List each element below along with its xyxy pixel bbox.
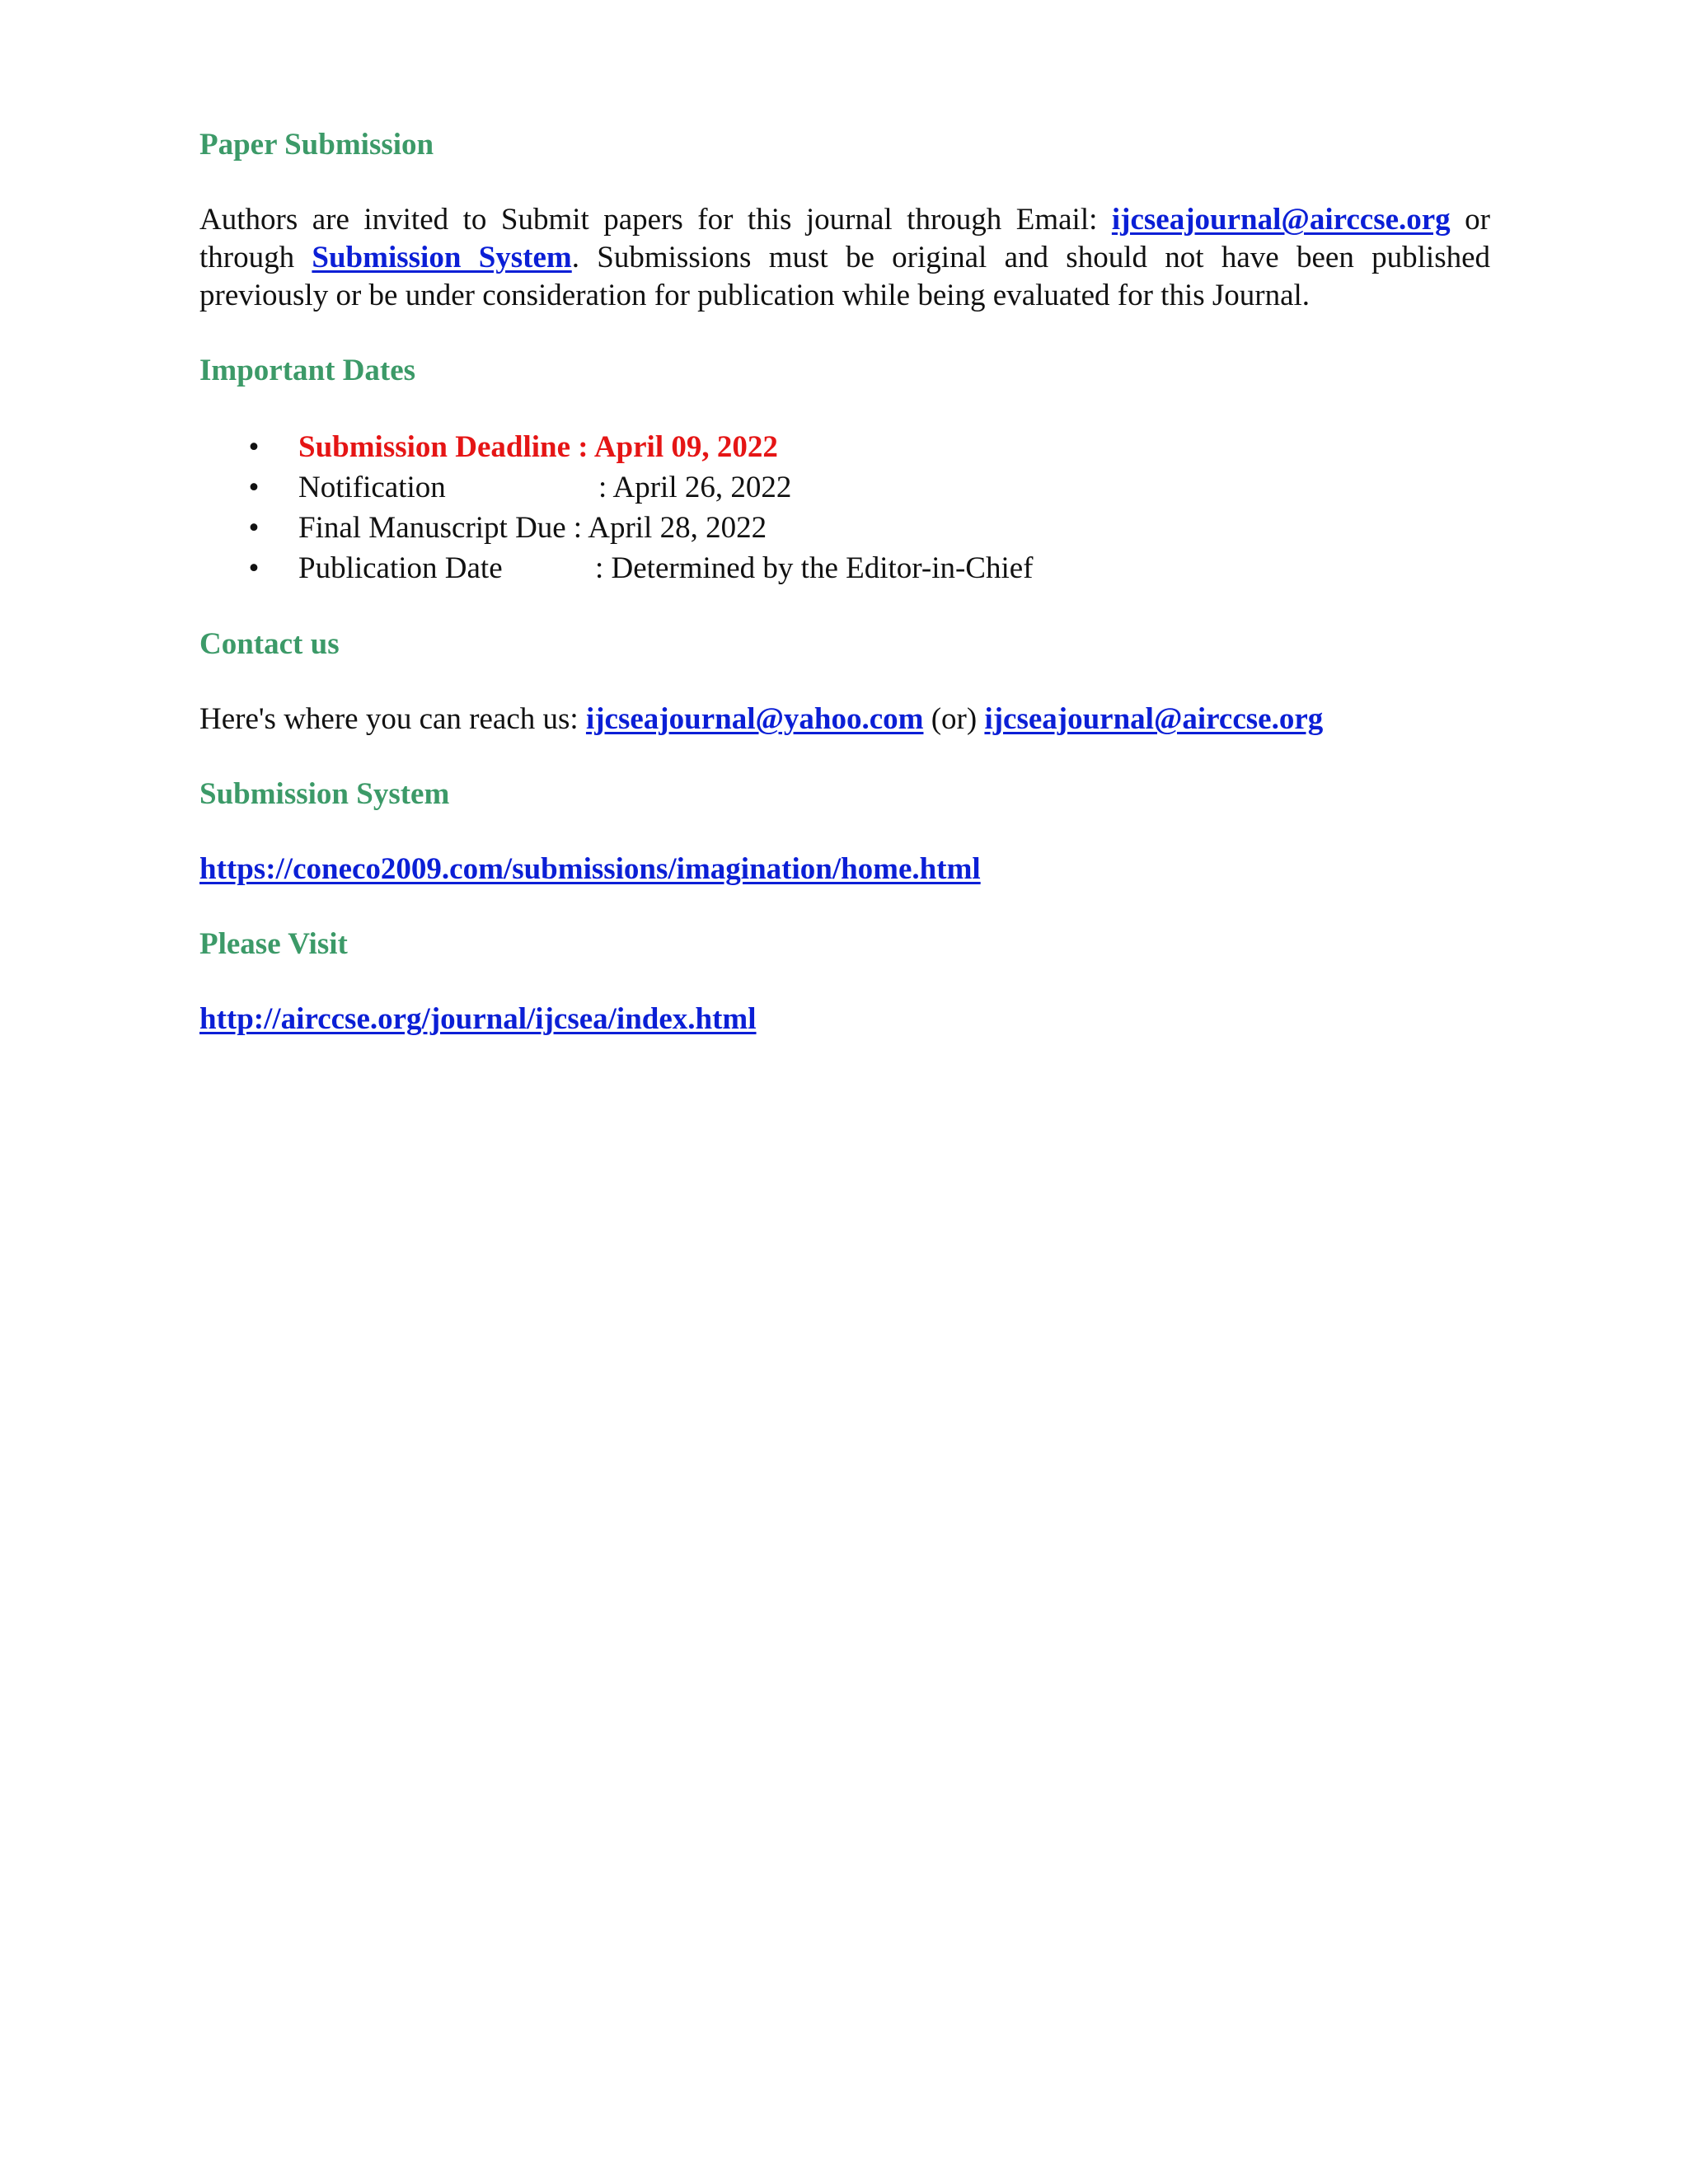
submission-system-link[interactable]: Submission System xyxy=(312,241,572,274)
submission-system-heading: Submission System xyxy=(199,777,450,811)
paper-submission-heading: Paper Submission xyxy=(199,128,434,162)
contact-email-airccse-link[interactable]: ijcseajournal@airccse.org xyxy=(984,702,1324,736)
date-label: Submission Deadline xyxy=(298,430,571,464)
bullet-icon: • xyxy=(248,430,260,464)
contact-email-yahoo-link[interactable]: ijcseajournal@yahoo.com xyxy=(585,702,924,736)
contact-text: Here's where you can reach us: xyxy=(199,702,586,736)
document-page xyxy=(199,124,1490,1038)
date-separator: : xyxy=(595,551,612,585)
contact-heading: Contact us xyxy=(199,627,340,661)
date-separator: : xyxy=(570,430,594,464)
date-value: April 28, 2022 xyxy=(588,511,767,545)
date-label: Publication Date xyxy=(298,551,503,585)
important-dates-heading: Important Dates xyxy=(199,354,416,387)
bullet-icon: • xyxy=(248,511,260,545)
submission-text-intro: Authors are invited to Submit papers for this journal through Email: xyxy=(199,203,1112,237)
submission-system-url-link[interactable]: https://coneco2009.com/submissions/imagination/home.html xyxy=(199,852,981,886)
contact-paragraph xyxy=(199,701,1490,738)
date-item-final-manuscript xyxy=(199,508,1490,548)
date-value: April 26, 2022 xyxy=(612,471,792,504)
important-dates-list xyxy=(199,427,1490,588)
date-label: Final Manuscript Due xyxy=(298,511,566,545)
date-separator: : xyxy=(598,471,613,504)
bullet-icon: • xyxy=(248,551,260,585)
submission-email-link[interactable]: ijcseajournal@airccse.org xyxy=(1111,203,1451,237)
bullet-icon: • xyxy=(248,471,260,504)
paper-submission-paragraph xyxy=(199,201,1490,315)
date-item-publication-date xyxy=(199,548,1490,588)
date-label: Notification xyxy=(298,471,446,504)
date-item-submission-deadline xyxy=(199,427,1490,467)
submission-system-url-line xyxy=(199,851,1490,888)
date-item-notification xyxy=(199,467,1490,508)
submission-text-or: or through xyxy=(199,203,1490,274)
please-visit-heading: Please Visit xyxy=(199,927,348,961)
submission-text-rest: . Submissions must be original and should not have been published previously or be under consideration for publication while being evaluated for this Journal. xyxy=(199,241,1491,312)
date-value: Determined by the Editor-in-Chief xyxy=(611,551,1034,585)
date-value: April 09, 2022 xyxy=(593,430,778,464)
date-separator: : xyxy=(573,511,588,545)
contact-or-text: (or) xyxy=(923,702,985,736)
please-visit-url-line xyxy=(199,1001,1490,1038)
journal-url-link[interactable]: http://airccse.org/journal/ijcsea/index.html xyxy=(199,1002,757,1036)
